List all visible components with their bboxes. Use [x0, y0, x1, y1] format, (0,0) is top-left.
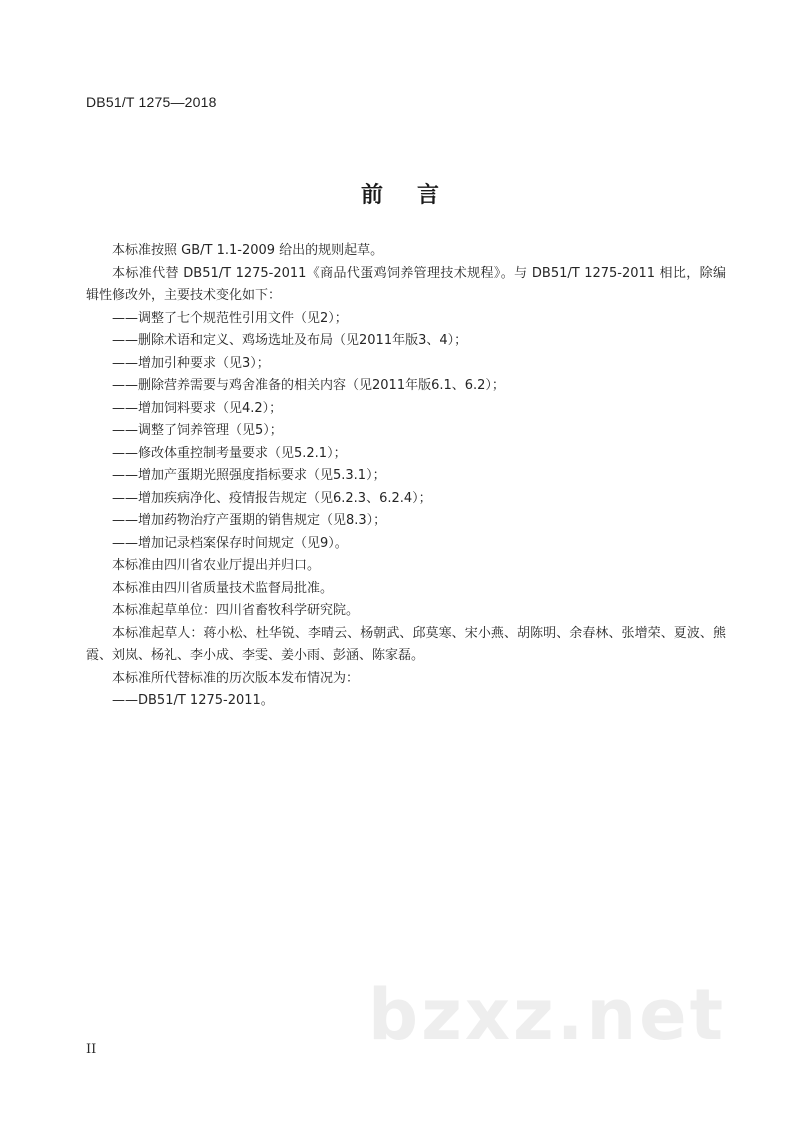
list-item: ——删除术语和定义、鸡场选址及布局（见2011年版3、4）； [112, 333, 468, 348]
paragraph-drafting-rules: 本标准按照 GB/T 1.1-2009 给出的规则起草。 [112, 243, 384, 258]
foreword-body [86, 240, 726, 713]
list-item: ——修改体重控制考量要求（见5.2.1）； [112, 445, 347, 461]
paragraph-proposer: 本标准由四川省农业厅提出并归口。 [112, 558, 321, 573]
list-item: ——调整了七个规范性引用文件（见2）； [112, 310, 348, 326]
history-item: ——DB51/T 1275-2011。 [112, 693, 274, 708]
document-code: DB51/T 1275—2018 [86, 94, 217, 110]
list-item: ——增加药物治疗产蛋期的销售规定（见8.3）； [112, 513, 387, 528]
list-item: ——增加引种要求（见3）； [112, 355, 270, 371]
paragraph-drafters: 本标准起草人：蒋小松、杜华锐、李晴云、杨朝武、邱莫寒、宋小燕、胡陈明、余春林、张增荣、夏波、熊霞、刘岚、杨礼、李小成、李雯、姜小雨、彭涵、陈家磊。 [86, 625, 726, 663]
paragraph-approver: 本标准由四川省质量技术监督局批准。 [112, 580, 334, 596]
list-item: ——增加疾病净化、疫情报告规定（见6.2.3、6.2.4）； [112, 490, 432, 506]
list-item: ——调整了饲养管理（见5）； [112, 423, 283, 438]
list-item: ——增加记录档案保存时间规定（见9）。 [112, 535, 348, 551]
changes-list [86, 308, 726, 556]
list-item: ——删除营养需要与鸡舍准备的相关内容（见2011年版6.1、6.2）； [112, 378, 505, 393]
list-item: ——增加产蛋期光照强度指标要求（见5.3.1）； [112, 468, 386, 483]
page-number: II [86, 1042, 97, 1057]
page-title: 前言 [360, 183, 473, 208]
list-item: ——增加饲料要求（见4.2）； [112, 400, 283, 416]
paragraph-replacement: 本标准代替 DB51/T 1275-2011《商品代蛋鸡饲养管理技术规程》。与 DB51/T 1275-2011 相比，除编辑性修改外，主要技术变化如下： [86, 265, 726, 303]
paragraph-history: 本标准所代替标准的历次版本发布情况为： [112, 670, 360, 686]
paragraph-drafting-unit: 本标准起草单位：四川省畜牧科学研究院。 [112, 603, 360, 618]
watermark-text: bzxz.net [368, 974, 727, 1056]
